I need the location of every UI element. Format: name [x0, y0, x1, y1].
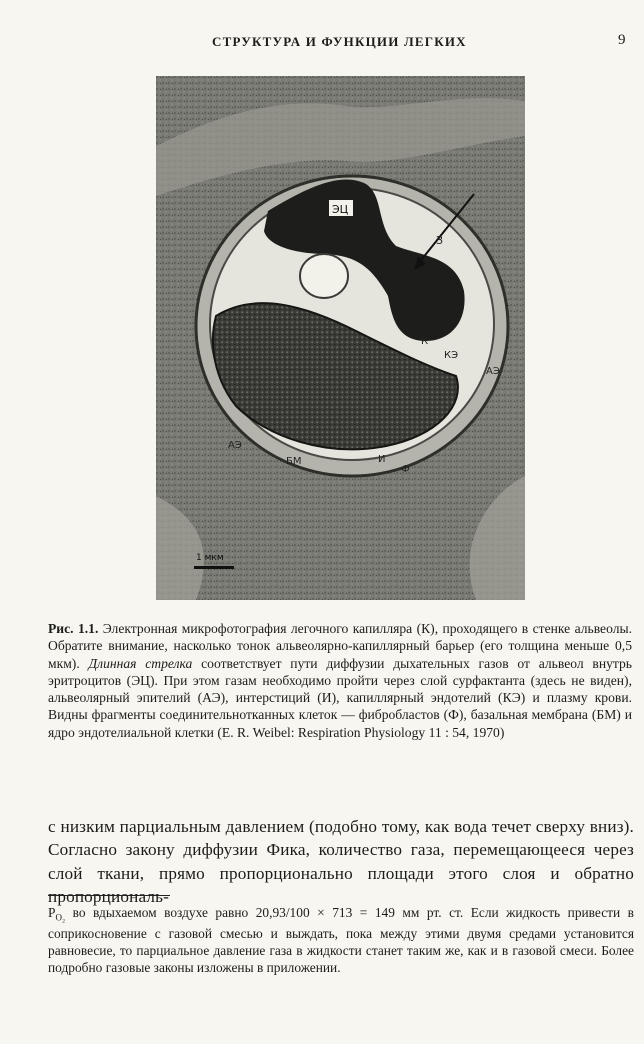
figure-caption-italic: Длинная стрелка	[88, 655, 193, 671]
alveolar-epithelium-label-right: АЭ	[486, 366, 500, 377]
footnote-subscript: O₂	[55, 912, 66, 923]
running-title: СТРУКТУРА И ФУНКЦИИ ЛЕГКИХ	[212, 34, 467, 49]
capillary-label: К	[421, 336, 429, 347]
footnote-symbol: P	[48, 905, 56, 920]
body-paragraph: с низким парциальным давлением (подобно тому, как вода течет сверху вниз). Согласно закону диффузии Фика, количество газа, перемещающееся через слой ткани, прямо пропорционально площади этого слоя и обратно пропорциональ-	[48, 817, 634, 907]
fibroblast-label: Ф	[401, 464, 410, 475]
figure-caption-text-2: соответствует пути диффузии дыхательных газов от альвеол внутрь эритроцитов (ЭЦ). При этом газам необходимо пройти через слой сурфактанта (здесь не виден), альвеолярный эпителий (АЭ), интерстиций (И), капиллярный эндотелий (КЭ) и плазму крови. Видны фрагменты соединительнотканных клеток — фибробластов (Ф), базальная мембрана (БМ) и ядро эндотелиальной клетки (E. R. Weibel: Respiration Physiology 11 : 54, 1970)	[48, 655, 633, 740]
alveolus-label: З	[436, 234, 444, 247]
interstitium-label: И	[378, 454, 386, 465]
scale-bar-label: 1 мкм	[196, 553, 224, 563]
alveolar-epithelium-label-left: АЭ	[228, 440, 242, 451]
erythrocyte-label: ЭЦ	[332, 203, 349, 216]
basement-membrane-label: БМ	[286, 456, 302, 467]
running-header	[0, 34, 644, 54]
scale-bar	[194, 566, 234, 569]
organelle	[300, 254, 348, 298]
footnote	[48, 905, 634, 977]
figure-caption-label: Рис. 1.1.	[48, 621, 99, 636]
page-number: 9	[618, 32, 626, 48]
footnote-text: во вдыхаемом воздухе равно 20,93/100 × 713 = 149 мм рт. ст. Если жидкость привести в соприкосновение с газовой смесью и выждать, пока между этими двумя средами установится равновесие, то парциальное давление газа в жидкости станет таким же, как и в газовой смеси. Более подробно газовые законы изложены в приложении.	[48, 905, 634, 976]
footnote-rule	[48, 895, 170, 896]
endothelium-label: КЭ	[444, 350, 459, 361]
micrograph-image	[156, 76, 525, 600]
electron-micrograph	[156, 76, 525, 600]
figure-caption	[48, 620, 632, 741]
figure-caption-text-1: Электронная микрофотография легочного капилляра (К), проходящего в стенке альвеолы. Обратите внимание, насколько тонок альвеолярно-капиллярный барьер (его толщина меньше 0,5 мкм).	[48, 621, 633, 671]
